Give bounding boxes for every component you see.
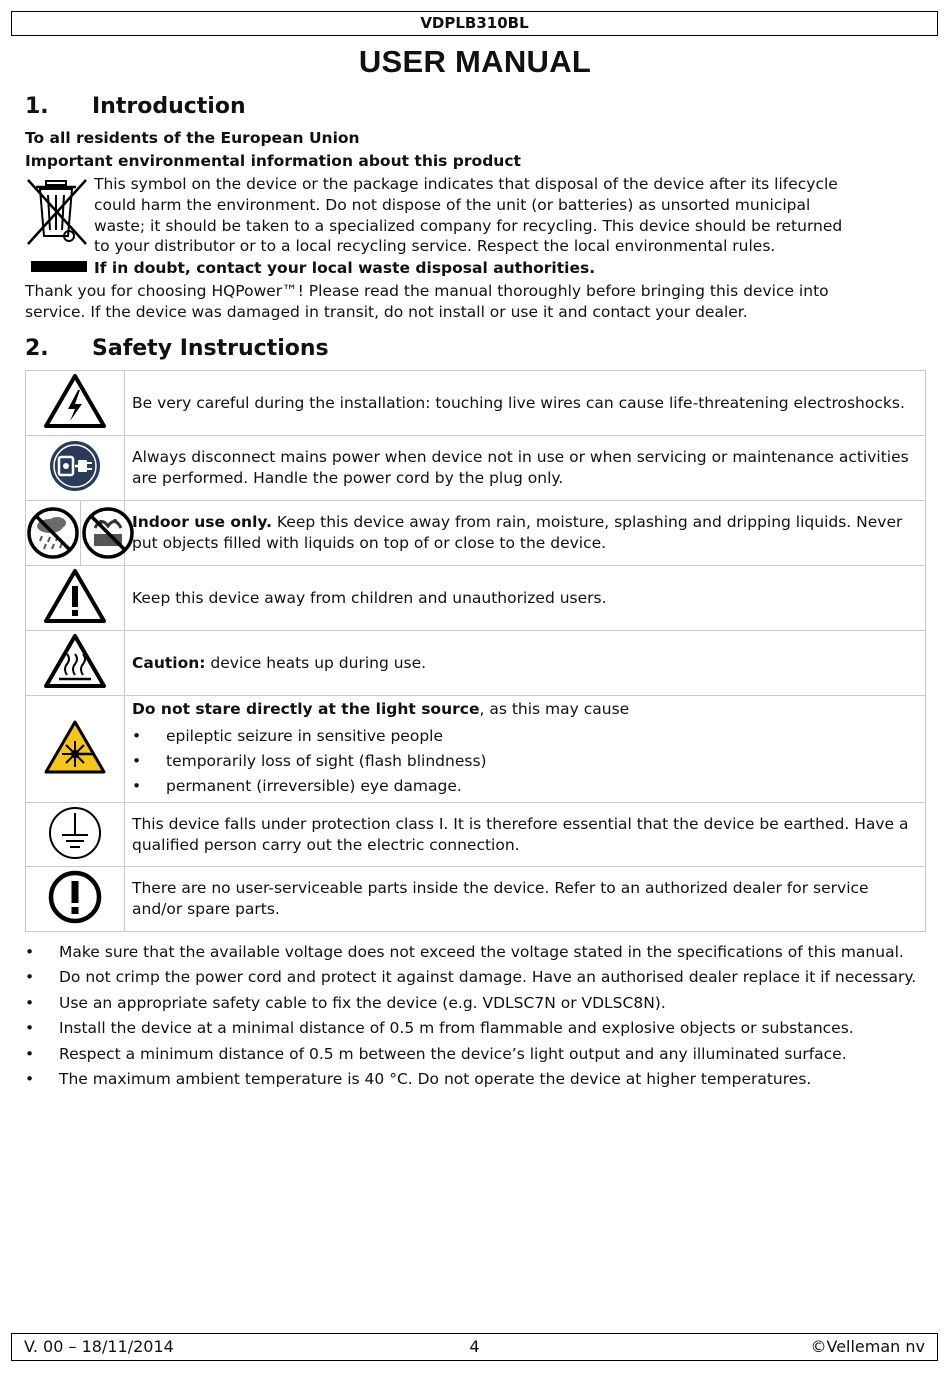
list-item: • Install the device at a minimal distance of 0.5 m from flammable and explosive objects or substances.	[25, 1018, 920, 1039]
earth-ground-icon	[47, 805, 103, 861]
list-item: • Use an appropriate safety cable to fix the device (e.g. VDLSC7N or VDLSC8N).	[25, 993, 920, 1014]
light-bold: Do not stare directly at the light source	[132, 700, 480, 719]
list-item: • Do not crimp the power cord and protect it against damage. Have an authorised dealer replace it if necessary.	[25, 967, 920, 988]
safety-row	[26, 501, 926, 566]
footer-version: V. 00 – 18/11/2014	[24, 1337, 174, 1356]
environment-heading: Important environmental information about this product	[25, 152, 521, 170]
environment-text	[94, 174, 842, 257]
env-line: waste; it should be taken to a specialized company for recycling. This device should be returned	[94, 216, 843, 235]
caution-bold: Caution:	[132, 653, 206, 672]
no-rain-icon	[26, 506, 80, 560]
caution-text: device heats up during use.	[205, 653, 427, 672]
list-item: • epileptic seizure in sensitive people	[132, 724, 915, 749]
weee-bar	[31, 261, 87, 272]
exclamation-circle-icon	[47, 869, 103, 925]
header-model: VDPLB310BL	[11, 11, 938, 36]
section-1-heading	[25, 94, 246, 119]
section-title-text: Safety Instructions	[92, 336, 329, 361]
laser-light-icon	[43, 719, 107, 775]
list-item: • temporarily loss of sight (flash blindness)	[132, 749, 915, 774]
safety-text	[125, 501, 926, 566]
safety-row	[26, 696, 926, 803]
electric-hazard-icon	[43, 373, 107, 429]
safety-text	[125, 631, 926, 696]
no-splash-icon	[81, 506, 135, 560]
section-2-heading	[25, 336, 329, 361]
section-number: 2.	[25, 336, 49, 361]
safety-text: Be very careful during the installation: touching live wires can cause life-threatening electroshocks.	[125, 371, 926, 436]
safety-text: There are no user-serviceable parts inside the device. Refer to an authorized dealer for service and/or spare parts.	[125, 867, 926, 932]
safety-text: Keep this device away from children and unauthorized users.	[125, 566, 926, 631]
residents-heading: To all residents of the European Union	[25, 129, 360, 147]
light-risk-list	[132, 724, 915, 799]
manual-title: USER MANUAL	[358, 44, 592, 79]
safety-row	[26, 436, 926, 501]
disconnect-mains-icon	[48, 439, 102, 493]
safety-row	[26, 803, 926, 867]
safety-row	[26, 371, 926, 436]
light-text: , as this may cause	[479, 700, 630, 719]
section-title-text: Introduction	[92, 94, 246, 119]
safety-table	[25, 370, 926, 932]
indoor-text: Keep this device away from rain, moisture, splashing and dripping liquids. Never put objects filled with liquids on top of or close to the device.	[132, 513, 903, 552]
footer-copyright: ©Velleman nv	[810, 1337, 925, 1356]
section-number: 1.	[25, 94, 49, 119]
safety-text: This device falls under protection class I. It is therefore essential that the device be earthed. Have a qualified person carry out the electric connection.	[125, 803, 926, 867]
doubt-text: If in doubt, contact your local waste disposal authorities.	[94, 259, 596, 277]
footer-page-number: 4	[469, 1337, 480, 1356]
safety-text	[125, 696, 926, 803]
safety-text: Always disconnect mains power when device not in use or when servicing or maintenance activities are performed. Handle the power cord by the plug only.	[125, 436, 926, 501]
safety-row	[26, 631, 926, 696]
env-line: This symbol on the device or the package indicates that disposal of the device after its lifecycle	[94, 175, 838, 193]
safety-bullet-list	[25, 942, 920, 1094]
hot-surface-icon	[43, 633, 107, 689]
general-warning-icon	[43, 568, 107, 624]
env-line: could harm the environment. Do not dispose of the unit (or batteries) as unsorted municipal	[94, 195, 811, 214]
thanks-line: Thank you for choosing HQPower™! Please read the manual thoroughly before bringing this device into	[25, 282, 829, 300]
indoor-bold: Indoor use only.	[132, 513, 272, 532]
list-item: • Respect a minimum distance of 0.5 m between the device’s light output and any illuminated surface.	[25, 1044, 920, 1065]
list-item: • Make sure that the available voltage does not exceed the voltage stated in the specifications of this manual.	[25, 942, 920, 963]
crossed-bin-icon	[26, 178, 88, 248]
list-item: • The maximum ambient temperature is 40 °C. Do not operate the device at higher temperatures.	[25, 1069, 920, 1090]
safety-row	[26, 867, 926, 932]
thanks-line: service. If the device was damaged in transit, do not install or use it and contact your dealer.	[25, 302, 748, 321]
env-line: to your distributor or to a local recycling service. Respect the local environmental rules.	[94, 237, 776, 256]
footer	[11, 1333, 938, 1361]
safety-row	[26, 566, 926, 631]
list-item: • permanent (irreversible) eye damage.	[132, 774, 915, 799]
thanks-text	[25, 281, 829, 323]
